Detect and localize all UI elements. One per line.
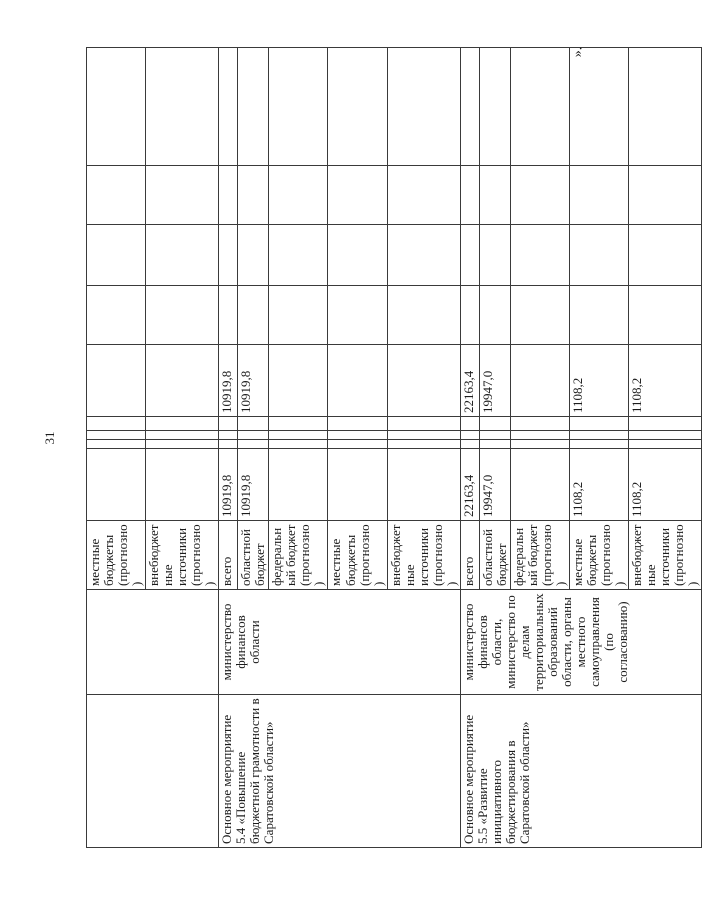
source-cell: внебюджетные источники (прогнозно) <box>146 521 219 590</box>
year-cell: 19947,0 <box>479 345 510 417</box>
year-cell <box>569 440 628 449</box>
year-cell <box>328 166 387 225</box>
year-cell <box>387 48 460 166</box>
year-cell <box>569 166 628 225</box>
year-cell <box>629 225 702 286</box>
total-cell <box>146 449 219 521</box>
year-cell <box>87 417 146 431</box>
year-cell <box>479 431 510 440</box>
total-cell: 22163,4 <box>460 449 479 521</box>
year-cell <box>479 286 510 345</box>
executor-cell: министерство финансов области, министерство по делам территориальных образований области, органы местного самоуправления (по согласованию) <box>460 590 701 695</box>
table-row <box>219 48 238 848</box>
total-cell <box>328 449 387 521</box>
year-cell <box>569 286 628 345</box>
year-cell <box>387 345 460 417</box>
total-cell: 19947,0 <box>479 449 510 521</box>
year-cell <box>460 166 479 225</box>
source-cell: федеральный бюджет (прогнозно) <box>269 521 328 590</box>
year-cell <box>269 345 328 417</box>
funding-table-rotated <box>86 48 701 848</box>
year-cell: 1108,2 <box>629 345 702 417</box>
year-cell <box>146 431 219 440</box>
executor-cell-prev <box>87 590 219 695</box>
table-row <box>460 48 479 848</box>
year-cell <box>510 431 569 440</box>
year-cell <box>87 166 146 225</box>
year-cell <box>460 431 479 440</box>
year-cell <box>460 286 479 345</box>
total-cell <box>387 449 460 521</box>
year-cell <box>510 440 569 449</box>
table-row <box>87 48 146 848</box>
source-cell: местные бюджеты (прогнозно) <box>569 521 628 590</box>
year-cell <box>146 166 219 225</box>
source-cell: всего <box>460 521 479 590</box>
year-cell <box>87 431 146 440</box>
year-cell <box>629 48 702 166</box>
year-cell <box>146 440 219 449</box>
year-cell <box>569 417 628 431</box>
year-cell <box>87 440 146 449</box>
measure-name-cell: Основное мероприятие 5.5 «Развитие инициативного бюджетирования в Саратовской области» <box>460 695 701 848</box>
year-cell <box>238 440 269 449</box>
year-cell <box>238 225 269 286</box>
year-cell <box>629 417 702 431</box>
year-cell <box>238 286 269 345</box>
year-cell <box>87 225 146 286</box>
source-cell: местные бюджеты (прогнозно) <box>87 521 146 590</box>
year-cell <box>146 48 219 166</box>
year-cell <box>219 417 238 431</box>
year-cell <box>87 286 146 345</box>
year-cell <box>479 225 510 286</box>
year-cell: 10919,8 <box>238 345 269 417</box>
year-cell <box>219 431 238 440</box>
year-cell <box>238 431 269 440</box>
year-cell <box>328 345 387 417</box>
source-cell: федеральный бюджет (прогнозно) <box>510 521 569 590</box>
year-cell <box>87 345 146 417</box>
year-cell <box>460 225 479 286</box>
year-cell <box>460 440 479 449</box>
year-cell <box>510 417 569 431</box>
year-cell <box>328 286 387 345</box>
year-cell <box>146 286 219 345</box>
year-cell <box>460 48 479 166</box>
executor-cell: министерство финансов области <box>219 590 460 695</box>
year-cell <box>479 440 510 449</box>
year-cell <box>387 286 460 345</box>
year-cell <box>219 166 238 225</box>
year-cell <box>629 286 702 345</box>
measure-name-cell: Основное мероприятие 5.4 «Повышение бюджетной грамотности в Саратовской области» <box>219 695 460 848</box>
year-cell <box>629 431 702 440</box>
source-cell: местные бюджеты (прогнозно) <box>328 521 387 590</box>
year-cell <box>569 48 628 166</box>
year-cell <box>479 417 510 431</box>
closing-quote: ». <box>570 46 586 58</box>
year-cell <box>328 225 387 286</box>
page-number: 31 <box>42 431 57 445</box>
year-cell: 1108,2 <box>569 345 628 417</box>
year-cell <box>146 417 219 431</box>
year-cell <box>269 417 328 431</box>
year-cell <box>269 431 328 440</box>
year-cell <box>387 431 460 440</box>
year-cell <box>269 440 328 449</box>
year-cell <box>510 225 569 286</box>
source-cell: всего <box>219 521 238 590</box>
year-cell <box>238 48 269 166</box>
year-cell <box>219 286 238 345</box>
source-cell: областной бюджет <box>479 521 510 590</box>
year-cell <box>219 48 238 166</box>
year-cell <box>269 286 328 345</box>
year-cell <box>387 417 460 431</box>
year-cell <box>510 286 569 345</box>
year-cell <box>87 48 146 166</box>
source-cell: внебюджетные источники (прогнозно) <box>387 521 460 590</box>
year-cell <box>238 166 269 225</box>
year-cell <box>629 166 702 225</box>
year-cell <box>460 417 479 431</box>
year-cell <box>387 440 460 449</box>
year-cell <box>219 225 238 286</box>
total-cell <box>269 449 328 521</box>
year-cell <box>479 48 510 166</box>
year-cell <box>269 48 328 166</box>
total-cell: 1108,2 <box>629 449 702 521</box>
source-cell: внебюджетные источники (прогнозно) <box>629 521 702 590</box>
year-cell <box>510 345 569 417</box>
year-cell <box>238 417 269 431</box>
year-cell <box>328 417 387 431</box>
year-cell <box>146 345 219 417</box>
year-cell <box>328 431 387 440</box>
total-cell <box>510 449 569 521</box>
year-cell: 10919,8 <box>219 345 238 417</box>
funding-table <box>86 47 702 848</box>
total-cell: 10919,8 <box>219 449 238 521</box>
year-cell <box>219 440 238 449</box>
year-cell <box>569 431 628 440</box>
total-cell: 1108,2 <box>569 449 628 521</box>
source-cell: областной бюджет <box>238 521 269 590</box>
total-cell <box>87 449 146 521</box>
year-cell <box>146 225 219 286</box>
year-cell <box>269 166 328 225</box>
total-cell: 10919,8 <box>238 449 269 521</box>
year-cell <box>510 48 569 166</box>
year-cell <box>479 166 510 225</box>
year-cell <box>387 166 460 225</box>
year-cell <box>387 225 460 286</box>
year-cell <box>569 225 628 286</box>
year-cell <box>629 440 702 449</box>
measure-name-cell-prev <box>87 695 219 848</box>
year-cell <box>328 48 387 166</box>
year-cell <box>328 440 387 449</box>
year-cell <box>269 225 328 286</box>
year-cell: 22163,4 <box>460 345 479 417</box>
year-cell <box>510 166 569 225</box>
